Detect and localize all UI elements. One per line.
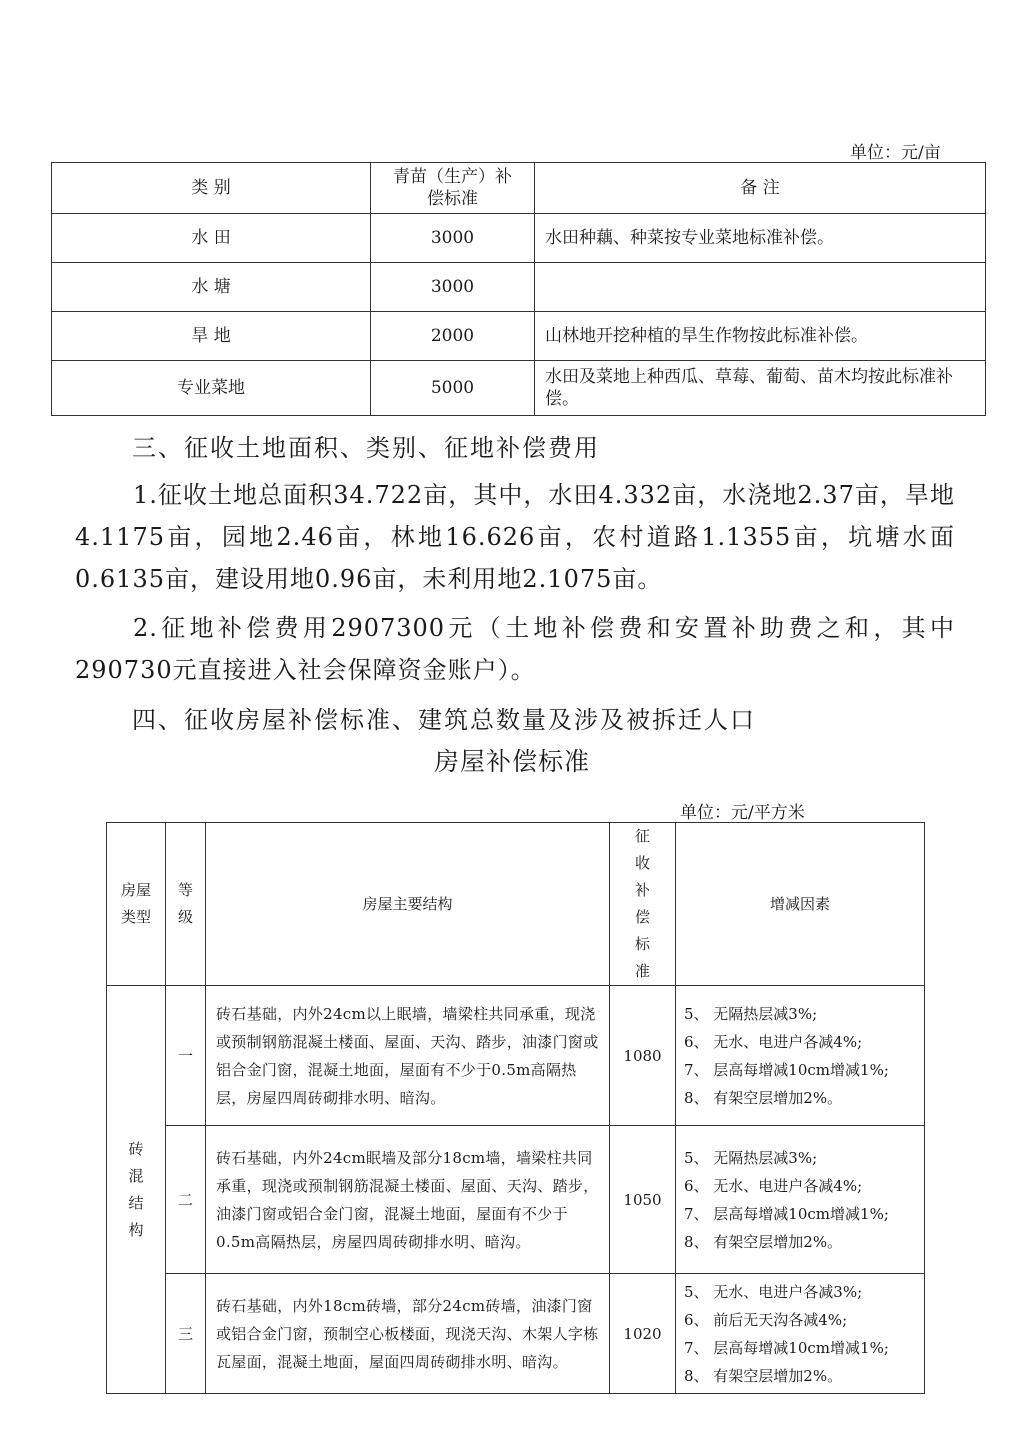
unit-label-top: 单位：元/亩 <box>850 143 941 163</box>
section-3-heading: 三、征收土地面积、类别、征地补偿费用 <box>132 434 600 462</box>
factor-item: 8、 有架空层增加2%。 <box>684 1088 843 1107</box>
section-4-heading: 四、征收房屋补偿标准、建筑总数量及涉及被拆迁人口 <box>132 706 756 734</box>
unit-label-house: 单位：元/平方米 <box>680 803 805 823</box>
factor-item: 8、 有架空层增加2%。 <box>684 1366 843 1385</box>
header-category: 类 别 <box>52 163 371 214</box>
factor-item: 6、 无水、电进户各减4%; <box>684 1032 863 1051</box>
cell-standard: 2000 <box>371 312 535 361</box>
cell-structure: 砖石基础，内外24cm以上眠墙，墙梁柱共同承重，现浇或预制钢筋混凝土楼面、屋面、天沟、踏步，油漆门窗或铝合金门窗，混凝土地面，屋面有不少于0.5m高隔热层，房屋四周砖砌排水明、暗沟。 <box>206 986 610 1126</box>
cell-factors <box>676 1126 925 1274</box>
header-factors: 增减因素 <box>676 823 925 986</box>
table-row <box>107 1126 925 1274</box>
table-row <box>52 361 986 416</box>
house-compensation-table <box>106 822 925 1394</box>
factor-item: 8、 有架空层增加2%。 <box>684 1232 843 1251</box>
seedling-compensation-table <box>51 162 986 416</box>
factor-item: 6、 无水、电进户各减4%; <box>684 1176 863 1195</box>
table-row <box>52 214 986 263</box>
cell-house-type: 砖混结构 <box>107 986 166 1394</box>
paragraph-land-area: 1.征收土地总面积34.722亩，其中，水田4.332亩，水浇地2.37亩，旱地4.1175亩，园地2.46亩，林地16.626亩，农村道路1.1355亩，坑塘水面0.6135亩，建设用地0.96亩，未利用地2.1075亩。 <box>75 481 955 593</box>
cell-note <box>535 263 986 312</box>
cell-category: 水 塘 <box>52 263 371 312</box>
cell-standard: 1020 <box>610 1274 676 1394</box>
cell-grade: 二 <box>166 1126 206 1274</box>
cell-note: 水田种藕、种菜按专业菜地标准补偿。 <box>535 214 986 263</box>
factor-item: 7、 层高每增减10cm增减1%; <box>684 1060 889 1079</box>
factor-item: 5、 无隔热层减3%; <box>684 1148 818 1167</box>
header-note: 备 注 <box>535 163 986 214</box>
factor-item: 7、 层高每增减10cm增减1%; <box>684 1204 889 1223</box>
header-structure: 房屋主要结构 <box>206 823 610 986</box>
cell-note: 水田及菜地上种西瓜、草莓、葡萄、苗木均按此标准补偿。 <box>535 361 986 416</box>
table-title: 房屋补偿标准 <box>433 747 590 776</box>
cell-category: 专业菜地 <box>52 361 371 416</box>
header-standard: 青苗（生产）补偿标准 <box>371 163 535 214</box>
table-row <box>107 986 925 1126</box>
factor-item: 6、 前后无天沟各减4%; <box>684 1310 848 1329</box>
cell-factors <box>676 1274 925 1394</box>
cell-category: 水 田 <box>52 214 371 263</box>
cell-category: 旱 地 <box>52 312 371 361</box>
cell-standard: 3000 <box>371 263 535 312</box>
factor-item: 7、 层高每增减10cm增减1%; <box>684 1338 889 1357</box>
cell-factors <box>676 986 925 1126</box>
header-grade: 等级 <box>166 823 206 986</box>
cell-standard: 1080 <box>610 986 676 1126</box>
cell-structure: 砖石基础，内外18cm砖墙，部分24cm砖墙，油漆门窗或铝合金门窗，预制空心板楼面，现浇天沟、木架人字栋瓦屋面，混凝土地面，屋面四周砖砌排水明、暗沟。 <box>206 1274 610 1394</box>
table-row <box>107 1274 925 1394</box>
cell-standard: 5000 <box>371 361 535 416</box>
paragraph-compensation-fee: 2.征地补偿费用2907300元（土地补偿费和安置补助费之和，其中290730元直接进入社会保障资金账户）。 <box>75 614 955 684</box>
header-standard: 征收补偿标准 <box>610 823 676 986</box>
table-row <box>52 312 986 361</box>
cell-grade: 一 <box>166 986 206 1126</box>
cell-note: 山林地开挖种植的旱生作物按此标准补偿。 <box>535 312 986 361</box>
cell-grade: 三 <box>166 1274 206 1394</box>
cell-structure: 砖石基础，内外24cm眠墙及部分18cm墙，墙梁柱共同承重，现浇或预制钢筋混凝土楼面、屋面、天沟、踏步，油漆门窗或铝合金门窗，混凝土地面，屋面有不少于0.5m高隔热层，房屋四周砖砌排水明、暗沟。 <box>206 1126 610 1274</box>
factor-item: 5、 无水、电进户各减3%; <box>684 1282 863 1301</box>
cell-standard: 3000 <box>371 214 535 263</box>
header-house-type: 房屋类型 <box>107 823 166 986</box>
table-row <box>52 263 986 312</box>
factor-item: 5、 无隔热层减3%; <box>684 1004 818 1023</box>
cell-standard: 1050 <box>610 1126 676 1274</box>
